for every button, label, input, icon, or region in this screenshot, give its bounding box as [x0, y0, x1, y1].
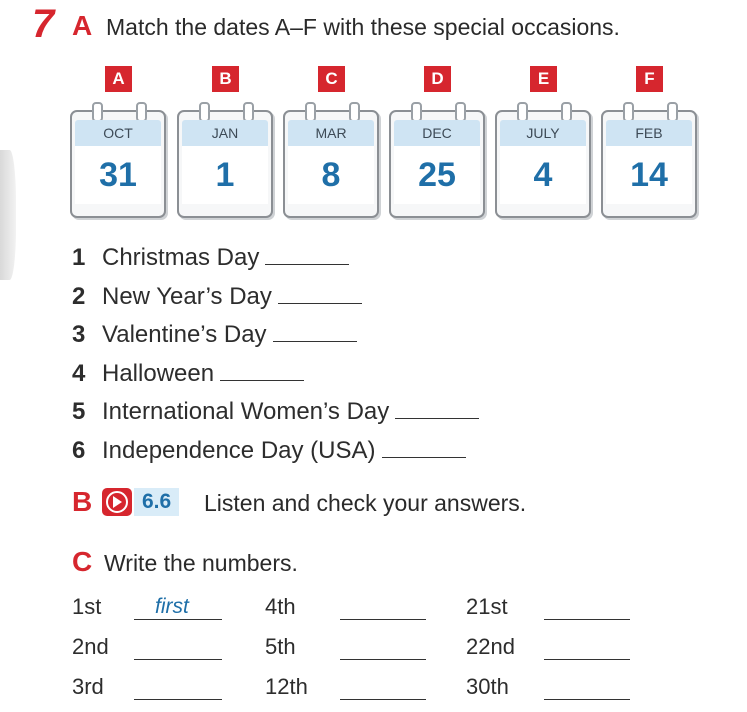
ordinal-answer-line[interactable] — [340, 699, 426, 700]
ordinal-label: 21st — [466, 594, 508, 619]
item-number: 1 — [72, 244, 86, 271]
calendar-month: FEB — [606, 120, 692, 146]
ordinal-label: 30th — [466, 674, 509, 699]
item-number: 6 — [72, 437, 86, 464]
calendar-letter: E — [530, 66, 557, 92]
answer-blank[interactable] — [265, 263, 349, 265]
item-text: Christmas Day — [102, 244, 260, 271]
calendar-ring-icon — [561, 102, 572, 122]
item-text: New Year’s Day — [102, 283, 272, 310]
cropped-photo-edge — [0, 150, 16, 280]
ordinal-label: 22nd — [466, 634, 515, 659]
ordinal-answer: first — [155, 595, 189, 618]
ordinal-answer-line[interactable] — [544, 699, 630, 700]
ordinal-answer-line[interactable] — [134, 699, 222, 700]
audio-track-number: 6.6 — [134, 488, 179, 516]
ordinal-answer-line[interactable] — [134, 619, 222, 620]
item-text: International Women’s Day — [102, 398, 390, 425]
item-number: 5 — [72, 398, 86, 425]
ordinal-answer-line[interactable] — [340, 619, 426, 620]
item-number: 3 — [72, 321, 86, 348]
exercise-number: 7 — [32, 2, 55, 46]
occasion-item — [72, 285, 362, 309]
calendar-day: 1 — [182, 146, 268, 204]
ordinal-answer-line[interactable] — [544, 619, 630, 620]
item-text: Valentine’s Day — [102, 321, 267, 348]
answer-blank[interactable] — [278, 302, 362, 304]
ordinal-label: 12th — [265, 674, 308, 699]
ordinal-label: 1st — [72, 594, 102, 619]
calendar-letter: F — [636, 66, 663, 92]
calendar-day: 25 — [394, 146, 480, 204]
calendar-month: JULY — [500, 120, 586, 146]
calendar-month: JAN — [182, 120, 268, 146]
calendar-month: OCT — [75, 120, 161, 146]
item-number: 2 — [72, 283, 86, 310]
occasion-item — [72, 362, 304, 386]
answer-blank[interactable] — [395, 417, 479, 419]
calendar-ring-icon — [136, 102, 147, 122]
ordinal-answer-line[interactable] — [544, 659, 630, 660]
occasion-item — [72, 439, 466, 463]
calendar-letter: D — [424, 66, 451, 92]
item-text: Independence Day (USA) — [102, 437, 376, 464]
occasion-item — [72, 246, 349, 270]
occasion-item — [72, 323, 357, 347]
section-c-letter: C — [72, 546, 93, 577]
calendar-ring-icon — [455, 102, 466, 122]
occasion-item — [72, 400, 479, 424]
calendar-day: 4 — [500, 146, 586, 204]
calendar-ring-icon — [92, 102, 103, 122]
ordinal-answer-line[interactable] — [340, 659, 426, 660]
calendar-letter: A — [105, 66, 132, 92]
section-c-instruction: Write the numbers. — [104, 550, 298, 576]
ordinal-label: 4th — [265, 594, 296, 619]
calendar-ring-icon — [411, 102, 422, 122]
calendar-month: MAR — [288, 120, 374, 146]
calendar-ring-icon — [349, 102, 360, 122]
answer-blank[interactable] — [382, 456, 466, 458]
calendar-day: 8 — [288, 146, 374, 204]
ordinal-label: 5th — [265, 634, 296, 659]
calendar-ring-icon — [517, 102, 528, 122]
item-text: Halloween — [102, 360, 215, 387]
calendar-ring-icon — [243, 102, 254, 122]
ordinal-answer-line[interactable] — [134, 659, 222, 660]
calendar-ring-icon — [667, 102, 678, 122]
calendar-day: 14 — [606, 146, 692, 204]
calendar-month: DEC — [394, 120, 480, 146]
calendar-ring-icon — [305, 102, 316, 122]
ordinal-label: 2nd — [72, 634, 109, 659]
calendar-letter: B — [212, 66, 239, 92]
section-a-letter: A — [72, 10, 93, 41]
calendar-letter: C — [318, 66, 345, 92]
answer-blank[interactable] — [220, 379, 304, 381]
section-b-letter: B — [72, 486, 93, 517]
calendar-ring-icon — [623, 102, 634, 122]
answer-blank[interactable] — [273, 340, 357, 342]
section-a-instruction: Match the dates A–F with these special occasions. — [106, 14, 620, 40]
item-number: 4 — [72, 360, 86, 387]
calendar-ring-icon — [199, 102, 210, 122]
audio-play-button[interactable] — [102, 488, 132, 516]
calendar-day: 31 — [75, 146, 161, 204]
ordinal-label: 3rd — [72, 674, 104, 699]
section-b-instruction: Listen and check your answers. — [204, 490, 527, 516]
play-icon — [113, 496, 122, 508]
